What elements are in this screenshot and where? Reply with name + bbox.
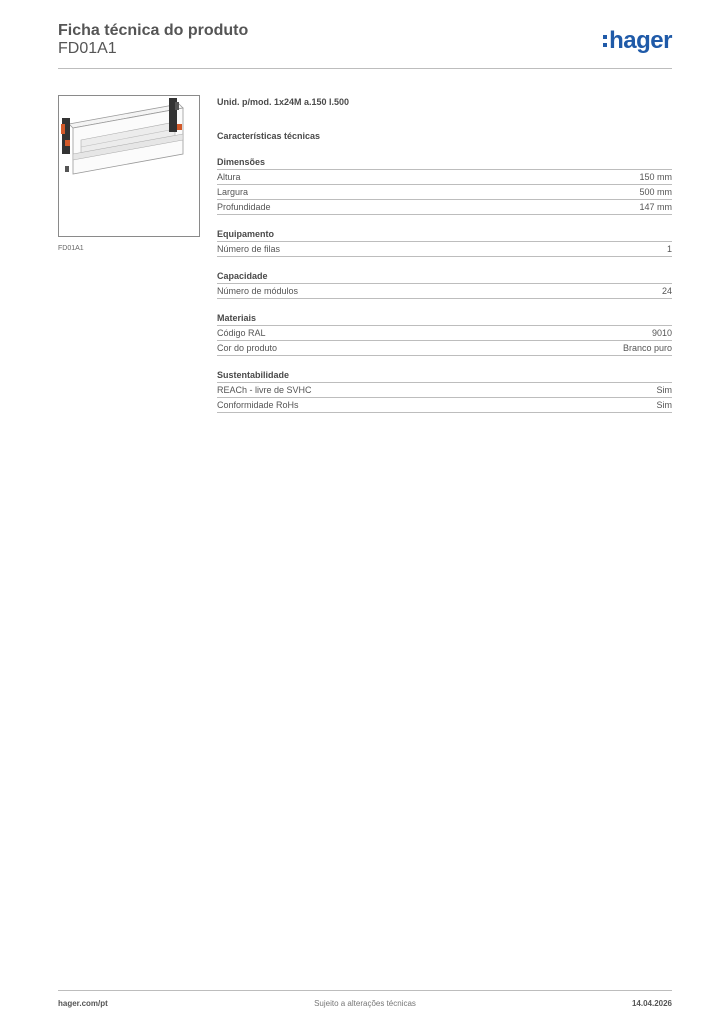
image-caption: FD01A1 bbox=[58, 245, 84, 252]
spec-row bbox=[217, 200, 672, 215]
spec-row bbox=[217, 242, 672, 257]
spec-label: Número de filas bbox=[217, 244, 281, 254]
spec-label: REACh - livre de SVHC bbox=[217, 385, 312, 395]
spec-label: Altura bbox=[217, 172, 241, 182]
spec-row bbox=[217, 326, 672, 341]
group-title: Sustentabilidade bbox=[217, 368, 672, 383]
spec-row bbox=[217, 341, 672, 356]
spec-group-dimensions bbox=[217, 155, 672, 215]
product-description: Unid. p/mod. 1x24M a.150 l.500 bbox=[217, 97, 350, 107]
page-title: Ficha técnica do produto bbox=[58, 22, 249, 39]
logo-text: hager bbox=[609, 27, 672, 54]
product-illustration bbox=[59, 96, 199, 236]
spec-value: 147 mm bbox=[639, 202, 672, 212]
page-footer bbox=[58, 990, 672, 1008]
spec-content bbox=[217, 95, 672, 413]
spec-label: Profundidade bbox=[217, 202, 271, 212]
logo-dots-icon bbox=[603, 35, 607, 47]
spec-label: Cor do produto bbox=[217, 343, 278, 353]
spec-label: Número de módulos bbox=[217, 286, 299, 296]
spec-group-materials bbox=[217, 311, 672, 356]
spec-row bbox=[217, 398, 672, 413]
spec-value: 1 bbox=[666, 244, 672, 254]
footer-date: 14.04.2026 bbox=[631, 999, 672, 1008]
spec-value: 150 mm bbox=[639, 172, 672, 182]
product-code: FD01A1 bbox=[58, 40, 117, 57]
spec-group-equipment bbox=[217, 227, 672, 257]
tech-heading: Características técnicas bbox=[217, 131, 321, 141]
spec-group-capacity bbox=[217, 269, 672, 299]
group-title: Dimensões bbox=[217, 155, 672, 170]
group-title: Equipamento bbox=[217, 227, 672, 242]
group-title: Capacidade bbox=[217, 269, 672, 284]
spec-group-sustainability bbox=[217, 368, 672, 413]
spec-value: Branco puro bbox=[622, 343, 672, 353]
spec-value: Sim bbox=[656, 400, 672, 410]
page-header bbox=[58, 20, 672, 69]
footer-website-link[interactable]: hager.com/pt bbox=[58, 999, 108, 1008]
footer-disclaimer: Sujeito a alterações técnicas bbox=[314, 999, 416, 1008]
spec-row bbox=[217, 170, 672, 185]
spec-label: Largura bbox=[217, 187, 249, 197]
spec-row bbox=[217, 383, 672, 398]
spec-value: 9010 bbox=[651, 328, 672, 338]
spec-label: Conformidade RoHs bbox=[217, 400, 299, 410]
spec-value: 24 bbox=[661, 286, 672, 296]
spec-value: Sim bbox=[656, 385, 672, 395]
group-title: Materiais bbox=[217, 311, 672, 326]
hager-logo[interactable] bbox=[603, 28, 672, 54]
spec-label: Código RAL bbox=[217, 328, 266, 338]
spec-value: 500 mm bbox=[639, 187, 672, 197]
spec-row bbox=[217, 185, 672, 200]
product-image bbox=[58, 95, 200, 237]
spec-row bbox=[217, 284, 672, 299]
